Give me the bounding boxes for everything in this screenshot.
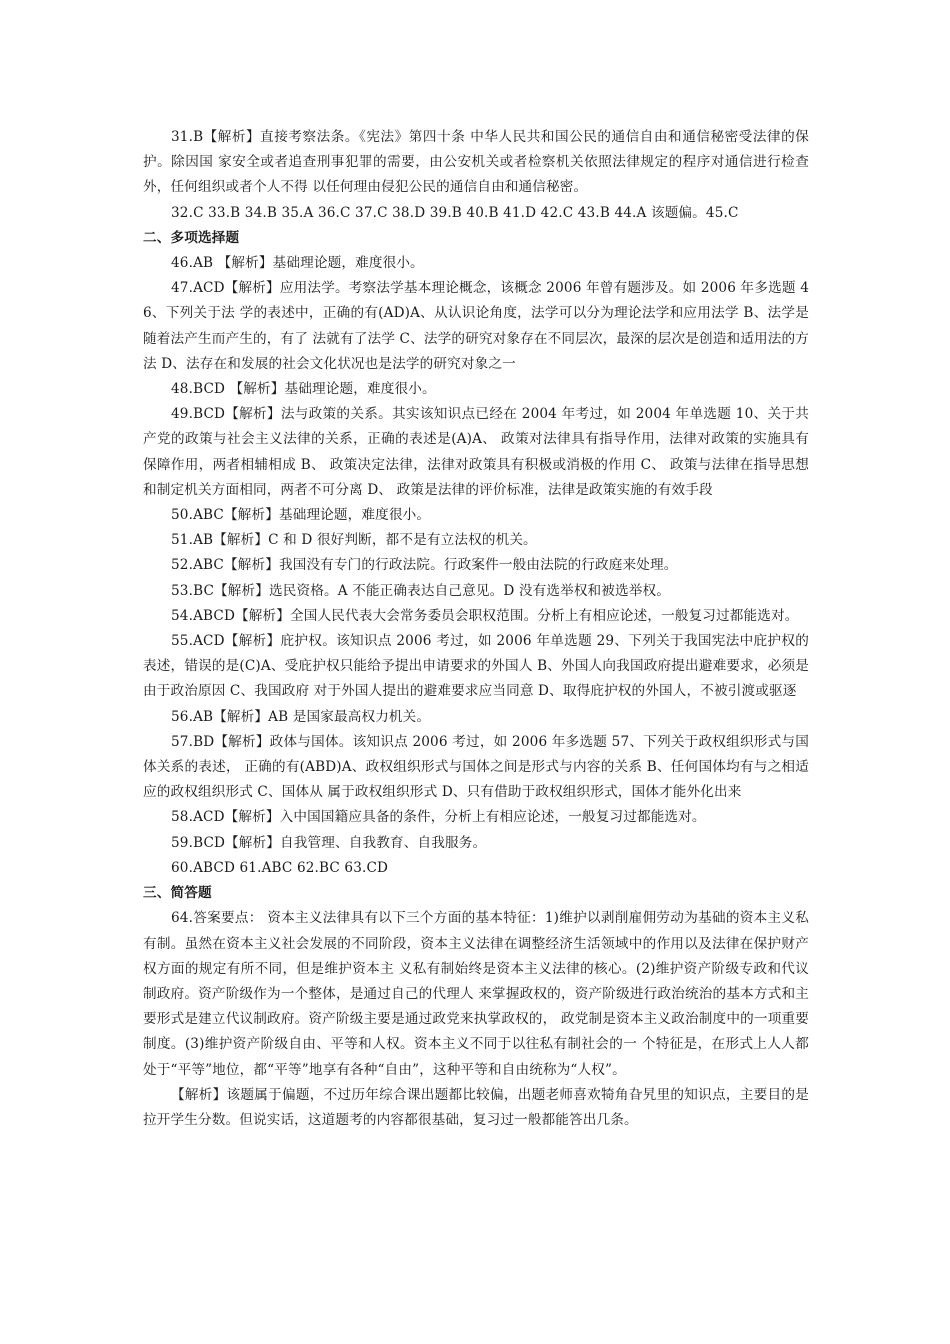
answer-48: 48.BCD 【解析】基础理论题，难度很小。 [171,381,436,398]
answer-46: 46.AB 【解析】基础理论题，难度很小。 [171,255,424,272]
answers-60-63: 60.ABCD 61.ABC 62.BC 63.CD [171,859,389,876]
answer-31: 31.B【解析】直接考察法条。《宪法》第四十条 中华人民共和国公民的通信自由和通信秘密受法律的保护。除因国 家安全或者追查刑事犯罪的需要，由公安机关或者检察机关依照法律规定的程序对通信进行检查外，任何组织或者个人不得 以任何理由侵犯公民的通信自由和通信秘密。 [143,129,809,196]
answer-64-analysis: 【解析】该题属于偏题，不过历年综合课出题都比较偏，出题老师喜欢犄角旮旯里的知识点，主要目的是拉开学生分数。但说实话，这道题考的内容都很基础，复习过一般都能答出几条。 [143,1086,809,1128]
answer-58: 58.ACD【解析】入中国国籍应具备的条件，分析上有相应论述，一般复习过都能选对。 [171,809,706,826]
section-heading-short-answer: 三、简答题 [143,885,212,902]
section-heading-multiple-choice: 二、多项选择题 [143,229,240,246]
answer-54: 54.ABCD【解析】全国人民代表大会常务委员会职权范围。分析上有相应论述，一般复习过都能选对。 [171,607,799,624]
answer-50: 50.ABC【解析】基础理论题，难度很小。 [171,507,431,524]
answer-49: 49.BCD【解析】法与政策的关系。其实该知识点已经在 2004 年考过，如 2004 年单选题 10、关于共产党的政策与社会主义法律的关系，正确的表述是(A)A、 政策对法律具有指导作用，法律对政策的实施具有保障作用，两者相辅相成 B、 政策决定法律，法律对政策具有积极或消极的作用 C、 政策与法律在指导思想和制定机关方面相同，两者不可分离 D、 政策是法律的评价标准，法律是政策实施的有效手段 [143,406,809,498]
answer-59: 59.BCD【解析】自我管理、自我教育、自我服务。 [171,834,487,851]
answer-52: 52.ABC【解析】我国没有专门的行政法院。行政案件一般由法院的行政庭来处理。 [171,557,678,574]
answer-47: 47.ACD【解析】应用法学。考察法学基本理论概念，该概念 2006 年曾有题涉及。如 2006 年多选题 46、下列关于法 学的表述中，正确的有(AD)A、从认识论角度，法学可以分为理论法学和应用法学 B、法学是随着法产生而产生的，有了 法就有了法学 C、法学的研究对象存在不同层次，最深的层次是创造和适用法的方法 D、法存在和发展的社会文化状况也是法学的研究对象之一 [143,280,809,372]
answer-51: 51.AB【解析】C 和 D 很好判断，都不是有立法权的机关。 [171,532,537,549]
answer-64: 64.答案要点： 资本主义法律具有以下三个方面的基本特征：1)维护以剥削雇佣劳动为基础的资本主义私有制。虽然在资本主义社会发展的不同阶段，资本主义法律在调整经济生活领域中的作用以及法律在保护财产权方面的规定有所不同，但是维护资本主 义私有制始终是资本主义法律的核心。(2)维护资产阶级专政和代议制政府。资产阶级作为一个整体，是通过自己的代理人 来掌握政权的，资产阶级进行政治统治的基本方式和主要形式是建立代议制政府。资产阶级主要是通过政党来执掌政权的， 政党制是资本主义政治制度中的一项重要制度。(3)维护资产阶级自由、平等和人权。资本主义不同于以往私有制社会的一 个特征是，在形式上人人都处于“平等”地位，都“平等”地享有各种“自由”，这种平等和自由统称为“人权”。 [143,910,809,1078]
answer-53: 53.BC【解析】选民资格。A 不能正确表达自己意见。D 没有选举权和被选举权。 [171,582,671,599]
answer-content [143,125,809,1133]
answer-57: 57.BD【解析】政体与国体。该知识点 2006 考过，如 2006 年多选题 57、下列关于政权组织形式与国体关系的表述， 正确的有(ABD)A、政权组织形式与国体之间是形式与内容的关系 B、任何国体均有与之相适应的政权组织形式 C、国体从 属于政权组织形式 D、只有借助于政权组织形式，国体才能外化出来 [143,733,809,801]
answer-55: 55.ACD【解析】庇护权。该知识点 2006 考过，如 2006 年单选题 29、下列关于我国宪法中庇护权的表述，错误的是(C)A、受庇护权只能给予提出申请要求的外国人 B、外国人向我国政府提出避难要求，必须是由于政治原因 C、我国政府 对于外国人提出的避难要求应当同意 D、取得庇护权的外国人，不被引渡或驱逐 [143,633,809,700]
answer-56: 56.AB【解析】AB 是国家最高权力机关。 [171,708,431,725]
answers-32-45: 32.C 33.B 34.B 35.A 36.C 37.C 38.D 39.B 40.B 41.D 42.C 43.B 44.A 该题偏。45.C [171,204,739,221]
